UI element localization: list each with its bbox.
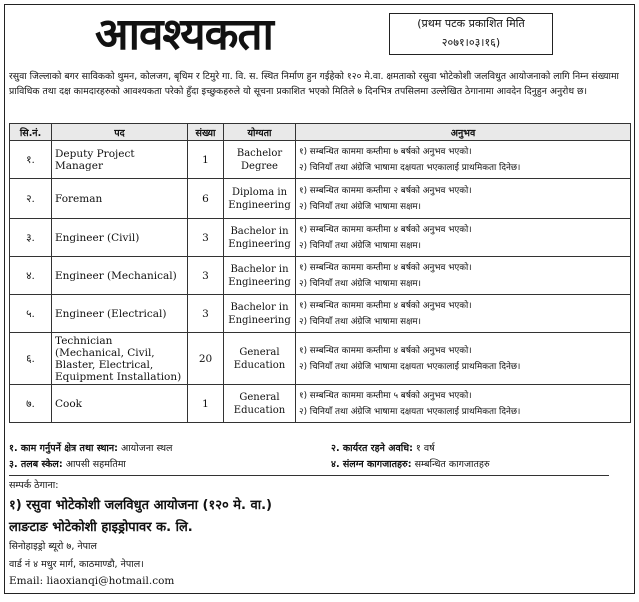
qualification-cell: Bachelor in Engineering	[224, 257, 296, 295]
experience-line: १) सम्बन्धित काममा कम्तीमा ७ बर्षको अनुभव भएको।	[299, 146, 472, 157]
table-row	[10, 333, 631, 385]
docs-label: ४. संलग्न कागजातहरु:	[331, 459, 412, 470]
post-cell: Engineer (Mechanical)	[52, 257, 188, 295]
qualification-cell: Bachelor Degree	[224, 141, 296, 179]
qualification-cell: Bachelor in Engineering	[224, 295, 296, 333]
page-title: आवश्यकता	[95, 9, 273, 60]
org-name-2: लाङटाङ भोटेकोशी हाइड्रोपावर क. लि.	[9, 520, 193, 535]
sn-cell: ५.	[10, 295, 52, 333]
qualification-cell: General Education	[224, 385, 296, 423]
experience-line: १) सम्बन्धित काममा कम्तीमा २ बर्षको अनुभव भएको।	[299, 185, 472, 196]
publication-line-1: (प्रथम पटक प्रकाशित मिति	[417, 17, 525, 30]
sn-cell: २.	[10, 179, 52, 219]
intro-paragraph: रसुवा जिल्लाको बगर साविकको थुमन, कोलजग, बृधिम र टिमुरे गा. वि. स. स्थित निर्माण हुन गईहेको १२० मे.वा. क्षमताको रसुवा भोटेकोशी जलविधुत आयोजनाको लागि निम्न संख्यामा प्राविधिक तथा दक्ष कामदारहरुको आवश्यकता परेको हुँदा इच्छुकहरुले यो सूचना प्रकाशित भएको मितिले ७ दिनभित्र तपसिलमा उल्लेखित ठेगानामा आवदेन दिनुहुन अनुरोध छ।	[9, 71, 619, 97]
table-header-row	[10, 124, 631, 141]
table-row	[10, 257, 631, 295]
header-qualification: योग्यता	[224, 124, 296, 141]
sn-cell: ७.	[10, 385, 52, 423]
advertisement-page	[4, 4, 635, 594]
post-cell: Cook	[52, 385, 188, 423]
publication-line-2: २०७१।०३।१६)	[441, 36, 501, 49]
experience-line: २) चिनियाँ तथा अंग्रेजि भाषामा सक्षम।	[299, 278, 422, 289]
header	[5, 5, 634, 65]
table-row	[10, 141, 631, 179]
term-value: १ वर्ष	[415, 443, 435, 454]
jobs-table	[9, 123, 631, 423]
address-line-2: वार्ड नं ४ मधुर मार्ग, काठमाण्डौ, नेपाल।	[9, 559, 144, 570]
count-cell: 3	[188, 257, 224, 295]
table-row	[10, 295, 631, 333]
experience-line: १) सम्बन्धित काममा कम्तीमा ५ बर्षको अनुभव भएको।	[299, 390, 472, 401]
experience-line: २) चिनियाँ तथा अंग्रेजि भाषामा सक्षम।	[299, 240, 422, 251]
count-cell: 3	[188, 219, 224, 257]
sn-cell: ६.	[10, 333, 52, 385]
count-cell: 1	[188, 141, 224, 179]
contact-label: सम्पर्क ठेगाना:	[9, 480, 59, 491]
term-label: २. कार्यरत रहने अवधि:	[331, 443, 413, 454]
docs-value: सम्बन्धित कागजातहरु	[414, 459, 490, 470]
count-cell: 1	[188, 385, 224, 423]
experience-line: २) चिनियाँ तथा अंग्रेजि भाषामा सक्षम।	[299, 316, 422, 327]
terms-row-1	[9, 441, 631, 454]
sn-cell: १.	[10, 141, 52, 179]
terms-row-2	[9, 457, 631, 470]
experience-line: २) चिनियाँ तथा अंग्रेजि भाषामा दक्षयता भएकालाई प्राथमिकता दिनेछ।	[299, 406, 521, 417]
email-line[interactable]: Email: liaoxianqi@hotmail.com	[9, 575, 175, 587]
header-count: संख्या	[188, 124, 224, 141]
address-line-1: सिनोहाइड्रो ब्यूरो ७, नेपाल	[9, 541, 97, 552]
count-cell: 20	[188, 333, 224, 385]
experience-cell	[296, 179, 631, 219]
post-cell: Engineer (Electrical)	[52, 295, 188, 333]
workplace-value: आयोजना स्थल	[120, 443, 173, 454]
post-cell: Deputy Project Manager	[52, 141, 188, 179]
experience-cell	[296, 141, 631, 179]
table-row	[10, 219, 631, 257]
experience-cell	[296, 257, 631, 295]
experience-line: १) सम्बन्धित काममा कम्तीमा ४ बर्षको अनुभव भएको।	[299, 345, 472, 356]
experience-line: २) चिनियाँ तथा अंग्रेजि भाषामा दक्षयता भएकालाई प्राथमिकता दिनेछ।	[299, 162, 521, 173]
salary-value: आपसी सहमतिमा	[65, 459, 126, 470]
experience-cell	[296, 295, 631, 333]
qualification-cell: Bachelor in Engineering	[224, 219, 296, 257]
qualification-cell: General Education	[224, 333, 296, 385]
count-cell: 3	[188, 295, 224, 333]
count-cell: 6	[188, 179, 224, 219]
qualification-cell: Diploma in Engineering	[224, 179, 296, 219]
post-cell: Foreman	[52, 179, 188, 219]
header-sn: सि.नं.	[10, 124, 52, 141]
experience-cell	[296, 333, 631, 385]
org-name-1: १) रसुवा भोटेकोशी जलविधुत आयोजना (१२० मे. वा.)	[9, 498, 272, 513]
header-post: पद	[52, 124, 188, 141]
experience-line: १) सम्बन्धित काममा कम्तीमा ४ बर्षको अनुभव भएको।	[299, 262, 472, 273]
experience-line: १) सम्बन्धित काममा कम्तीमा ४ बर्षको अनुभव भएको।	[299, 224, 472, 235]
post-cell: Engineer (Civil)	[52, 219, 188, 257]
experience-line: २) चिनियाँ तथा अंग्रेजि भाषामा सक्षम।	[299, 201, 422, 212]
experience-line: २) चिनियाँ तथा अंग्रेजि भाषामा दक्षयता भएकालाई प्राथमिकता दिनेछ।	[299, 361, 521, 372]
workplace-label: १. काम गर्नुपर्ने क्षेत्र तथा स्थान:	[9, 443, 118, 454]
experience-line: १) सम्बन्धित काममा कम्तीमा ४ बर्षको अनुभव भएको।	[299, 300, 472, 311]
experience-cell	[296, 385, 631, 423]
table-row	[10, 179, 631, 219]
table-row	[10, 385, 631, 423]
publication-date-box	[389, 13, 553, 55]
salary-label: ३. तलब स्केल:	[9, 459, 63, 470]
header-experience: अनुभव	[296, 124, 631, 141]
post-cell: Technician (Mechanical, Civil, Blaster, Electrical, Equipment Installation)	[52, 333, 188, 385]
experience-cell	[296, 219, 631, 257]
sn-cell: ४.	[10, 257, 52, 295]
sn-cell: ३.	[10, 219, 52, 257]
